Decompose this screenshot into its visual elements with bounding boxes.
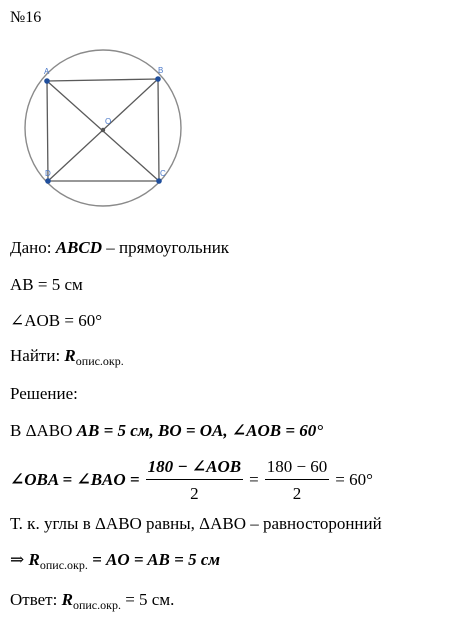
find-r-sub: опис.окр. bbox=[75, 354, 124, 368]
label-b: B bbox=[158, 66, 164, 75]
angle-result: = 60° bbox=[335, 470, 373, 489]
solution-label: Решение: bbox=[10, 384, 78, 403]
given-line bbox=[10, 238, 229, 258]
answer-label: Ответ: bbox=[10, 590, 58, 609]
solution-line-1-text: AB = 5 см, BO = OA, ∠AOB = 60° bbox=[76, 421, 324, 440]
given-figure-type: – прямоугольник bbox=[106, 238, 230, 257]
answer-line bbox=[10, 590, 174, 611]
fraction-1-denominator: 2 bbox=[190, 483, 199, 503]
solution-line-3: Т. к. углы в ΔABO равны, ΔABO – равносторонний bbox=[10, 514, 382, 533]
fraction-2 bbox=[265, 457, 330, 504]
find-label: Найти: bbox=[10, 346, 61, 365]
given-side: AB = 5 см bbox=[10, 275, 83, 294]
find-line bbox=[10, 346, 124, 367]
implies-arrow: ⇒ bbox=[10, 550, 25, 569]
label-a: A bbox=[44, 67, 50, 76]
solution-line-4 bbox=[10, 550, 220, 571]
fraction-1-numerator: 180 − ∠AOB bbox=[146, 457, 244, 480]
label-o: O bbox=[105, 117, 112, 126]
problem-number: №16 bbox=[10, 9, 42, 26]
point-b bbox=[155, 76, 161, 82]
answer-rest: = 5 см. bbox=[125, 590, 175, 609]
find-r: R bbox=[64, 346, 76, 365]
solution-line-2 bbox=[10, 455, 373, 505]
point-c bbox=[156, 178, 162, 184]
equals-sign: = bbox=[249, 470, 259, 489]
fraction-2-numerator: 180 − 60 bbox=[265, 457, 330, 480]
line-4-rest: = AO = AB = 5 см bbox=[92, 550, 221, 569]
given-angle: ∠AOB = 60° bbox=[10, 311, 103, 330]
line-4-r-sub: опис.окр. bbox=[39, 558, 88, 572]
circle-rectangle-figure bbox=[10, 45, 190, 210]
fraction-1 bbox=[146, 457, 244, 504]
given-figure-name: ABCD bbox=[55, 238, 103, 257]
line-4-r: R bbox=[28, 550, 40, 569]
given-label: Дано: bbox=[10, 238, 52, 257]
angle-equation-left: ∠OBA = ∠BAO = bbox=[10, 470, 140, 489]
answer-r-sub: опис.окр. bbox=[72, 598, 121, 612]
solution-line-1-prefix: В ΔABO bbox=[10, 421, 77, 440]
point-o bbox=[101, 128, 105, 132]
solution-line-1 bbox=[10, 421, 323, 441]
point-a bbox=[44, 78, 50, 84]
label-d: D bbox=[45, 169, 51, 178]
answer-r: R bbox=[61, 590, 73, 609]
label-c: C bbox=[160, 169, 166, 178]
fraction-2-denominator: 2 bbox=[292, 483, 302, 503]
point-d bbox=[45, 178, 51, 184]
